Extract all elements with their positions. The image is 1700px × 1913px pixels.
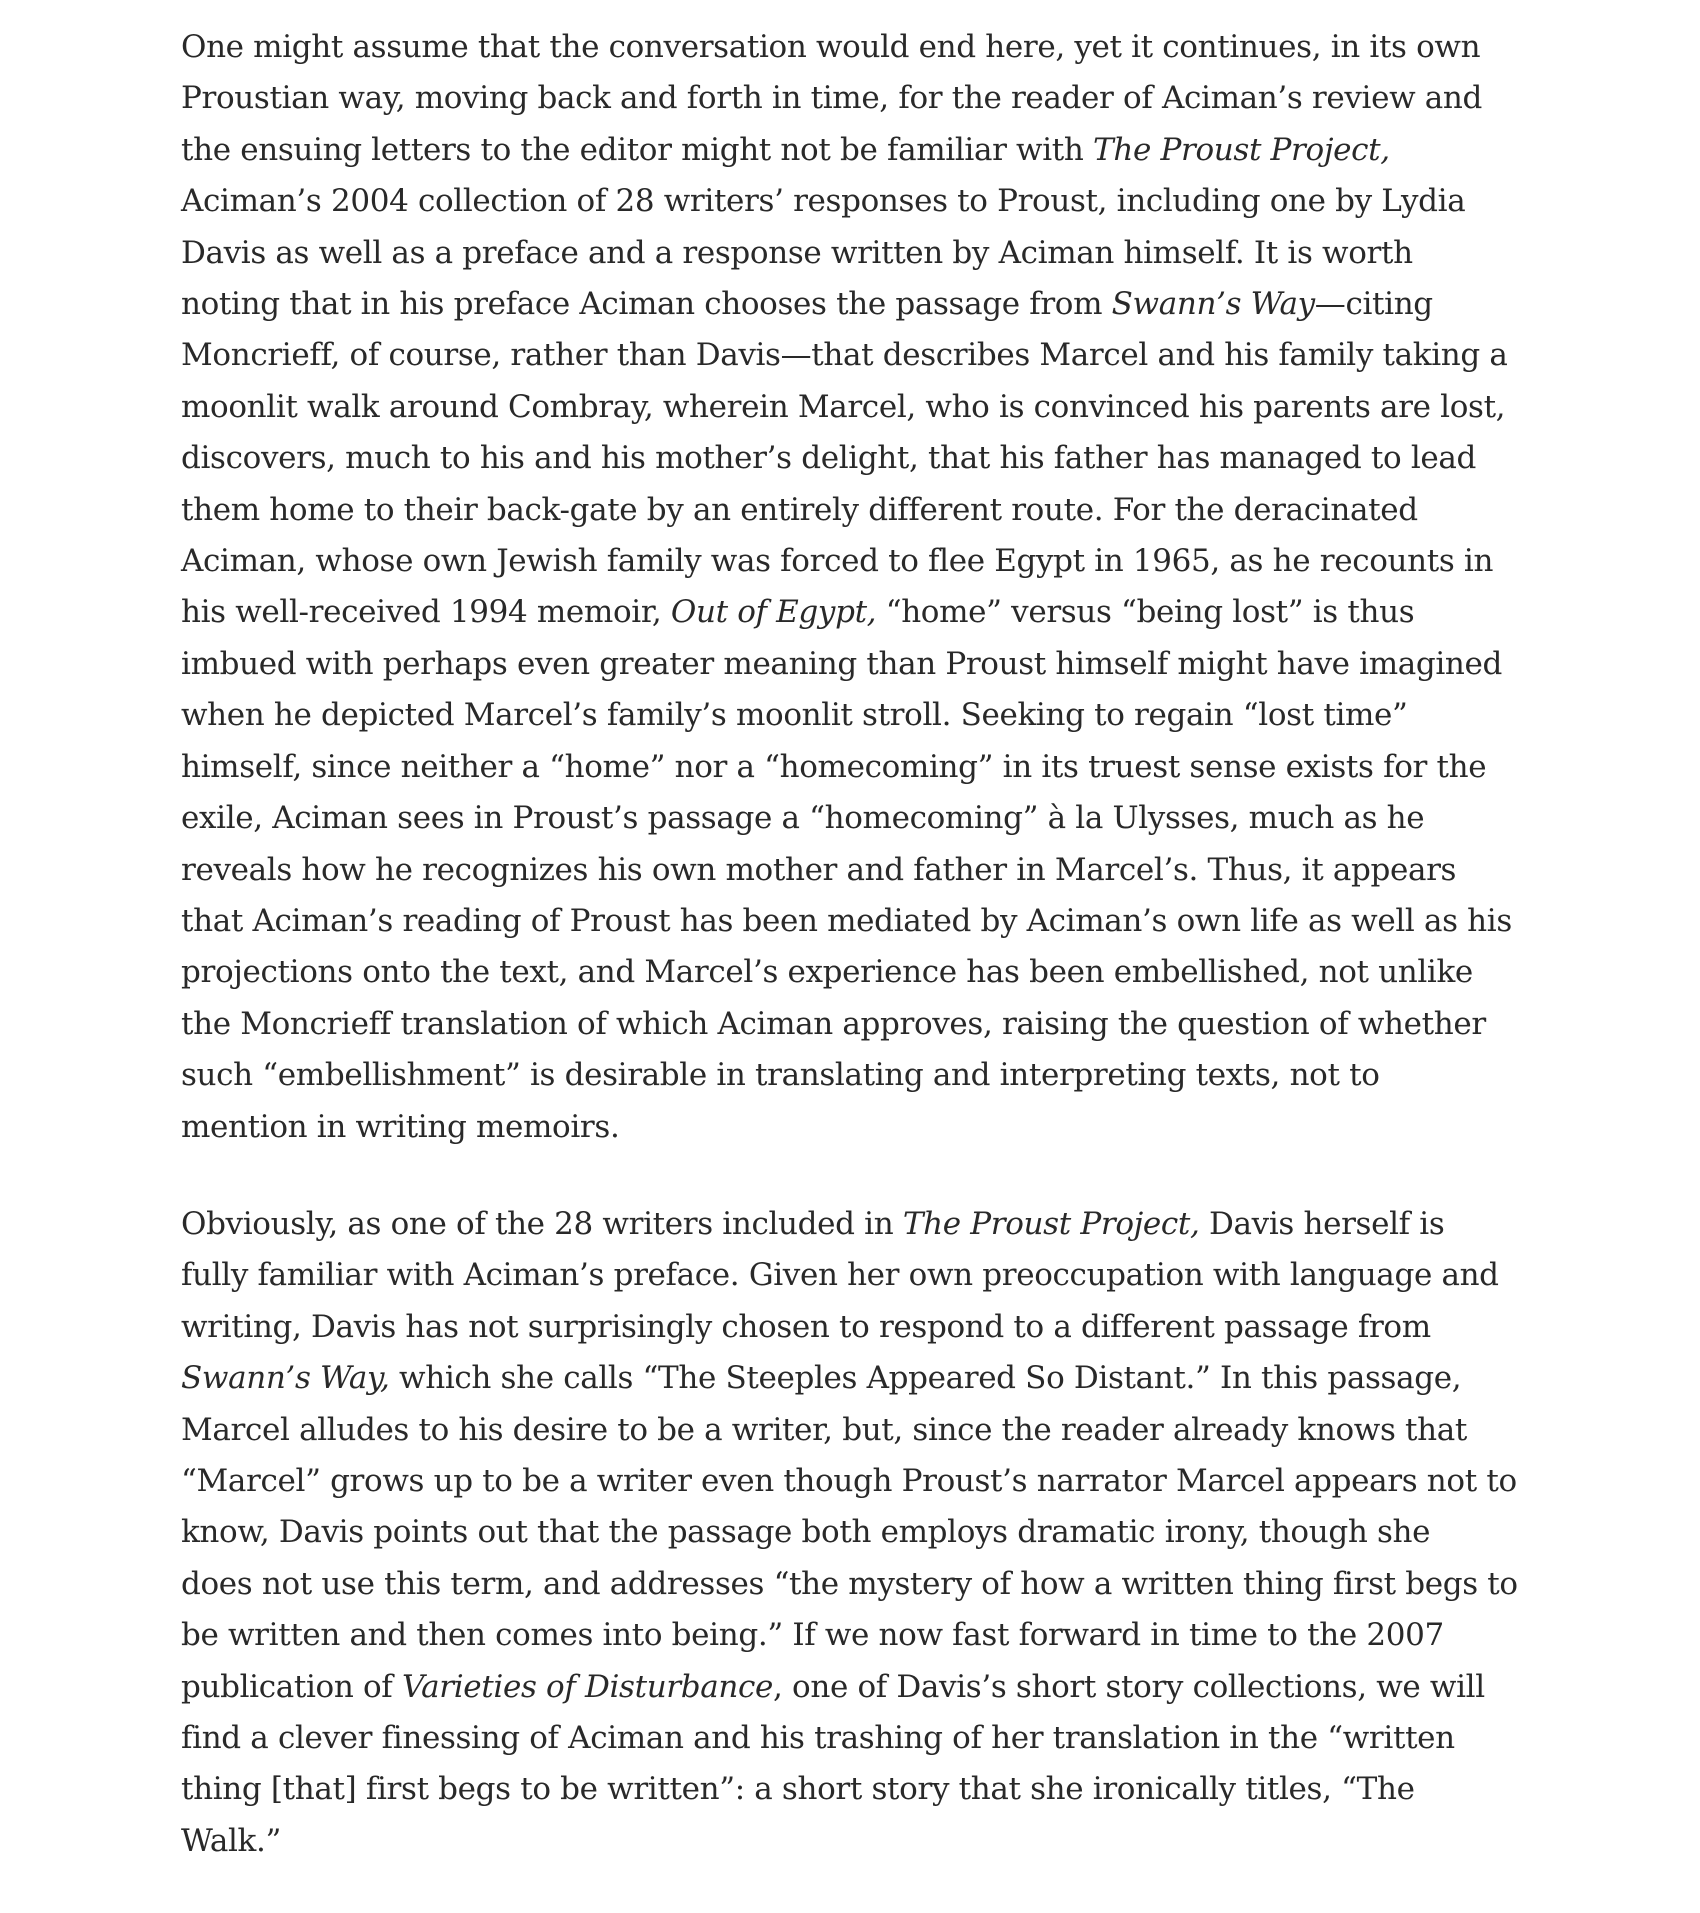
text-line — [181, 433, 1501, 484]
text-line — [181, 1610, 1501, 1661]
text-line — [181, 1199, 1501, 1250]
text-line — [181, 1764, 1501, 1815]
body-text: find a clever finessing of Aciman and his trashing of her translation in the “written — [181, 1720, 1455, 1756]
text-line — [181, 1559, 1518, 1610]
italic-title-text: The Proust Project, — [902, 1205, 1200, 1242]
text-line — [181, 176, 1501, 227]
body-text: noting that in his preface Aciman chooses the passage from — [181, 286, 1112, 323]
body-text: One might assume that the conversation would end here, yet it continues, in its own — [181, 29, 1481, 65]
body-text: the ensuing letters to the editor might not be familiar with — [181, 131, 1094, 168]
body-text: which she calls “The Steeples Appeared So Distant.” In this passage, — [389, 1360, 1462, 1397]
text-line — [181, 279, 1501, 330]
text-line — [181, 1102, 1501, 1153]
text-line — [181, 22, 1501, 73]
body-text: , one of Davis’s short story collections, we will — [773, 1668, 1485, 1705]
body-text: that Aciman’s reading of Proust has been mediated by Aciman’s own life as well as his — [181, 902, 1512, 939]
text-line — [181, 1816, 1501, 1867]
body-text: Proustian way, moving back and forth in time, for the reader of Aciman’s review and — [181, 80, 1483, 117]
text-line — [181, 1405, 1501, 1456]
text-line — [181, 1250, 1501, 1301]
body-text: Walk.” — [181, 1822, 281, 1859]
body-text: Moncrieff, of course, rather than Davis—that describes Marcel and his family taking a — [181, 337, 1508, 374]
text-line — [181, 947, 1501, 998]
text-line — [181, 1456, 1517, 1507]
text-line — [181, 793, 1501, 844]
text-line — [181, 639, 1501, 690]
body-text: Davis as well as a preface and a response written by Aciman himself. It is worth — [181, 234, 1413, 271]
italic-title-text: Swann’s Way, — [181, 1360, 390, 1397]
body-text: his well-received 1994 memoir, — [181, 594, 671, 631]
text-line — [181, 742, 1501, 793]
body-text: does not use this term, and addresses “the mystery of how a written thing first begs to — [181, 1565, 1518, 1602]
text-line — [181, 536, 1501, 587]
body-text: publication of — [181, 1668, 402, 1705]
article-body — [181, 22, 1518, 1913]
text-line — [181, 845, 1501, 896]
italic-title-text: The Proust Project, — [1093, 131, 1390, 168]
body-text: projections onto the text, and Marcel’s experience has been embellished, not unlike — [181, 954, 1473, 991]
body-text: —citing — [1314, 286, 1433, 323]
text-line — [181, 125, 1501, 176]
text-line — [181, 690, 1501, 741]
body-text: writing, Davis has not surprisingly chosen to respond to a different passage from — [181, 1308, 1431, 1345]
body-text: exile, Aciman sees in Proust’s passage a “homecoming” à la Ulysses, much as he — [181, 800, 1425, 837]
body-text: be written and then comes into being.” If we now fast forward in time to the 2007 — [181, 1617, 1444, 1654]
body-text: know, Davis points out that the passage both employs dramatic irony, though she — [181, 1514, 1431, 1551]
text-line — [181, 73, 1501, 124]
body-text: Aciman, whose own Jewish family was forced to flee Egypt in 1965, as he recounts in — [181, 543, 1494, 580]
text-line — [181, 1302, 1501, 1353]
body-text: thing [that] first begs to be written”: a short story that she ironically titles, “The — [181, 1771, 1415, 1808]
italic-title-text: Out of Egypt, — [670, 594, 877, 631]
text-line — [181, 896, 1512, 947]
text-line — [181, 587, 1501, 638]
text-line — [181, 1050, 1501, 1101]
body-text: mention in writing memoirs. — [181, 1108, 620, 1145]
italic-title-text: Varieties of Disturbance — [401, 1668, 774, 1705]
body-text: “Marcel” grows up to be a writer even though Proust’s narrator Marcel appears not to — [181, 1462, 1517, 1499]
text-line — [181, 1507, 1501, 1558]
text-line — [181, 1662, 1501, 1713]
text-line — [181, 999, 1501, 1050]
text-line — [181, 1713, 1501, 1764]
body-text: such “embellishment” is desirable in translating and interpreting texts, not to — [181, 1057, 1380, 1094]
article-paragraph — [181, 1199, 1518, 1867]
text-line — [181, 330, 1508, 381]
text-line — [181, 382, 1506, 433]
body-text: Aciman’s 2004 collection of 28 writers’ responses to Proust, including one by Lydia — [181, 183, 1466, 220]
body-text: imbued with perhaps even greater meaning than Proust himself might have imagined — [181, 645, 1503, 682]
body-text: them home to their back-gate by an entirely different route. For the deracinated — [181, 491, 1418, 528]
body-text: the Moncrieff translation of which Aciman approves, raising the question of whether — [181, 1005, 1486, 1042]
body-text: when he depicted Marcel’s family’s moonlit stroll. Seeking to regain “lost time” — [181, 697, 1408, 734]
body-text: reveals how he recognizes his own mother and father in Marcel’s. Thus, it appears — [181, 851, 1457, 888]
text-line — [181, 228, 1501, 279]
italic-title-text: Swann’s Way — [1111, 286, 1315, 323]
body-text: Obviously, as one of the 28 writers included in — [181, 1205, 903, 1242]
body-text: Marcel alludes to his desire to be a writer, but, since the reader already knows that — [181, 1411, 1467, 1448]
article-paragraph — [181, 22, 1512, 1153]
body-text: Davis herself is — [1199, 1205, 1445, 1242]
body-text: himself, since neither a “home” nor a “homecoming” in its truest sense exists for the — [181, 748, 1487, 785]
text-line — [181, 1353, 1501, 1404]
body-text: “home” versus “being lost” is thus — [876, 594, 1415, 631]
body-text: moonlit walk around Combray, wherein Marcel, who is convinced his parents are lost, — [181, 388, 1506, 425]
body-text: discovers, much to his and his mother’s delight, that his father has managed to lead — [181, 440, 1477, 477]
body-text: fully familiar with Aciman’s preface. Given her own preoccupation with language and — [181, 1257, 1499, 1294]
text-line — [181, 485, 1501, 536]
